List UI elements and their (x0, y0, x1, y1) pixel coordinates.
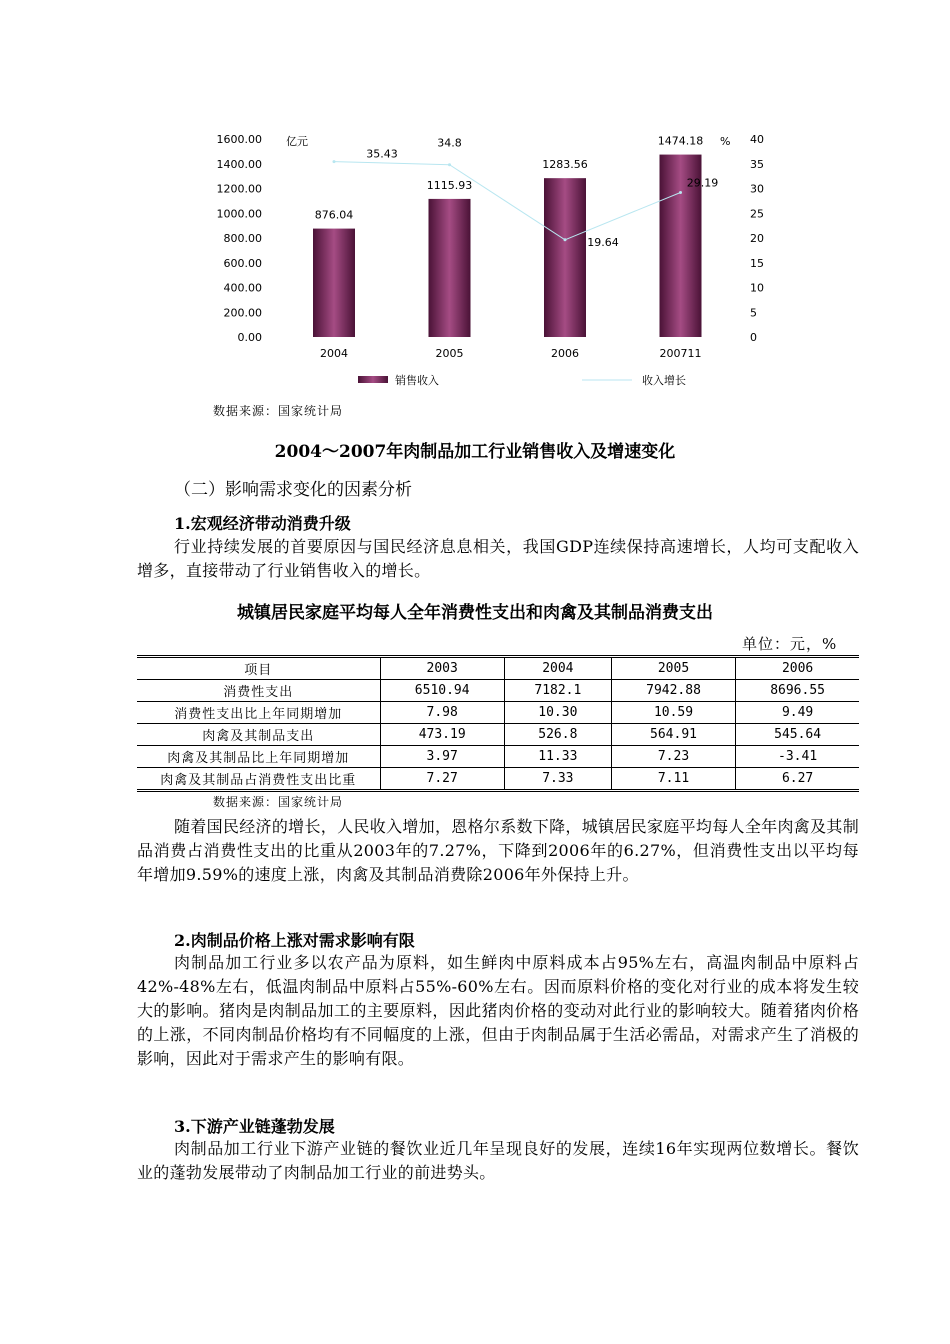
table-cell: 7.33 (504, 768, 611, 791)
table-unit: 单位：元，% (742, 635, 838, 653)
table-cell: 7.98 (380, 702, 504, 724)
right-axis-tick-label: 15 (750, 256, 764, 270)
left-axis-tick-label: 1600.00 (216, 133, 262, 146)
table-cell: 7.23 (611, 746, 735, 768)
header-cell: 项目 (137, 657, 380, 680)
table-cell: 564.91 (611, 724, 735, 746)
line-point (448, 163, 451, 166)
left-axis-tick-label: 200.00 (223, 306, 262, 320)
line-point (564, 238, 567, 241)
right-axis-tick-label: 35 (750, 157, 764, 171)
table-cell: 肉禽及其制品占消费性支出比重 (137, 768, 380, 791)
table-cell: 肉禽及其制品支出 (137, 724, 380, 746)
table-cell: 10.30 (504, 702, 611, 724)
table-row (137, 680, 859, 702)
table-cell: 肉禽及其制品比上年同期增加 (137, 746, 380, 768)
chart-source-note: 数据来源：国家统计局 (213, 404, 344, 418)
table-row (137, 702, 859, 724)
subsection-title-1: 1.宏观经济带动消费升级 (174, 514, 351, 533)
bar-value-label: 1115.93 (426, 178, 473, 192)
table-cell: 7182.1 (504, 680, 611, 702)
table-row (137, 768, 859, 791)
legend-line-label: 收入增长 (642, 374, 686, 387)
left-axis-tick-label: 1200.00 (216, 182, 262, 196)
table-cell: 9.49 (736, 702, 859, 724)
left-axis-unit: 亿元 (286, 135, 308, 148)
header-cell: 2004 (504, 657, 611, 680)
table-cell: 526.8 (504, 724, 611, 746)
line-value-label: 34.8 (437, 136, 462, 150)
x-axis-tick-label: 2004 (320, 347, 348, 360)
table-row (137, 724, 859, 746)
bar-2005 (429, 199, 471, 337)
right-axis-unit: % (720, 135, 731, 148)
table-cell: 3.97 (380, 746, 504, 768)
table-cell: 消费性支出比上年同期增加 (137, 702, 380, 724)
left-axis-ticks (217, 133, 263, 344)
table-title: 城镇居民家庭平均每人全年消费性支出和肉禽及其制品消费支出 (237, 603, 713, 623)
right-axis-ticks (750, 133, 764, 344)
table-cell: 6510.94 (380, 680, 504, 702)
table-cell: 6.27 (736, 768, 859, 791)
header-cell: 2005 (611, 657, 735, 680)
line-point (333, 160, 336, 163)
subsection-title-3: 3.下游产业链蓬勃发展 (174, 1117, 335, 1136)
line-series (333, 160, 683, 241)
left-axis-tick-label: 1400.00 (216, 157, 262, 171)
bar-value-label: 876.04 (314, 208, 354, 222)
table-source-note: 数据来源：国家统计局 (213, 795, 344, 809)
right-axis-tick-label: 20 (750, 232, 764, 245)
left-axis-tick-label: 800.00 (223, 232, 262, 245)
table-cell: 8696.55 (736, 680, 859, 702)
table-cell: 7.27 (380, 768, 504, 791)
section-heading: （二）影响需求变化的因素分析 (174, 480, 412, 500)
table-cell: 10.59 (611, 702, 735, 724)
bar-value-label: 1283.56 (542, 158, 588, 172)
left-axis-tick-label: 400.00 (223, 281, 262, 295)
legend-bar-swatch (358, 376, 388, 383)
line-value-label: 29.19 (686, 176, 719, 190)
left-axis-tick-label: 600.00 (223, 256, 262, 270)
table-cell: 7942.88 (611, 680, 735, 702)
table-cell: 11.33 (504, 746, 611, 768)
table-cell: 473.19 (380, 724, 504, 746)
chart-legend (358, 373, 686, 387)
x-axis-tick-label: 200711 (659, 347, 702, 360)
table-row (137, 746, 859, 768)
growth-line (334, 162, 681, 240)
line-value-label: 19.64 (587, 235, 619, 249)
chart-caption: 2004～2007年肉制品加工行业销售收入及增速变化 (274, 442, 676, 462)
right-axis-tick-label: 10 (750, 281, 764, 295)
legend-bar-label: 销售收入 (395, 374, 439, 387)
right-axis-tick-label: 25 (750, 207, 764, 221)
x-axis-tick-label: 2006 (551, 347, 579, 360)
left-axis-tick-label: 1000.00 (216, 207, 262, 221)
paragraph-1: 行业持续发展的首要原因与国民经济息息相关，我国GDP连续保持高速增长，人均可支配收入增多，直接带动了行业销售收入的增长。 (137, 537, 859, 580)
right-axis-tick-label: 40 (750, 133, 764, 146)
header-cell: 2003 (380, 657, 504, 680)
consumption-table (137, 655, 859, 792)
bar-2004 (313, 229, 355, 337)
table-cell: 消费性支出 (137, 680, 380, 702)
line-point (679, 191, 682, 194)
bar-value-label: 1474.18 (657, 134, 704, 148)
line-value-label: 35.43 (366, 147, 398, 161)
paragraph-2: 随着国民经济的增长，人民收入增加，恩格尔系数下降，城镇居民家庭平均每人全年肉禽及其制品消费占消费性支出的比重从2003年的7.27%，下降到2006年的6.27%，但消费性支出以平均每年增加9.59%的速度上涨，肉禽及其制品消费除2006年外保持上升。 (137, 817, 859, 884)
right-axis-tick-label: 5 (750, 306, 757, 320)
right-axis-tick-label: 0 (750, 331, 757, 344)
x-axis-ticks (320, 347, 702, 360)
subsection-title-2: 2.肉制品价格上涨对需求影响有限 (174, 931, 415, 950)
paragraph-3: 肉制品加工行业多以农产品为原料，如生鲜肉中原料成本占95%左右，高温肉制品中原料占42%-48%左右，低温肉制品中原料占55%-60%左右。因而原料价格的变化对行业的成本将发生较大的影响。猪肉是肉制品加工的主要原料，因此猪肉价格的变动对此行业的影响较大。随着猪肉价格的上涨，不同肉制品价格均有不同幅度的上涨，但由于肉制品属于生活必需品，对需求产生了消极的影响，因此对于需求产生的影响有限。 (137, 953, 859, 1068)
left-axis-tick-label: 0.00 (237, 331, 262, 344)
revenue-growth-chart (0, 0, 950, 400)
table-header-row (137, 657, 859, 680)
bar-2006 (544, 178, 586, 337)
right-axis-tick-label: 30 (750, 182, 764, 196)
bar-series (313, 155, 702, 337)
table-cell: 545.64 (736, 724, 859, 746)
x-axis-tick-label: 2005 (435, 347, 464, 360)
table-cell: 7.11 (611, 768, 735, 791)
table-cell: -3.41 (736, 746, 859, 768)
header-cell: 2006 (736, 657, 859, 680)
paragraph-4: 肉制品加工行业下游产业链的餐饮业近几年呈现良好的发展，连续16年实现两位数增长。餐饮业的蓬勃发展带动了肉制品加工行业的前进势头。 (137, 1139, 859, 1182)
